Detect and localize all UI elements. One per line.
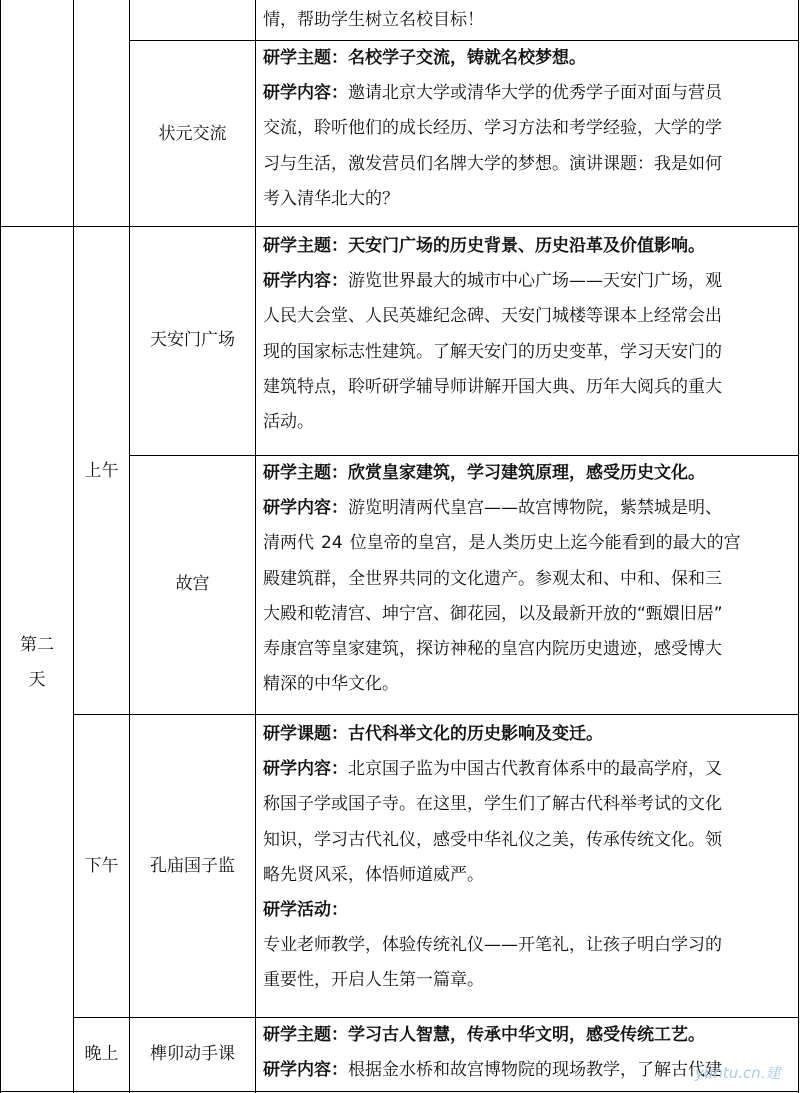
content-line: 习与生活，激发营员们名牌大学的梦想。演讲课题：我是如何 [263,153,722,174]
tiananmen-detail [263,229,793,440]
column-divider-day [73,0,74,1093]
day-label-line1: 第二 [20,635,54,655]
content-label: 研学内容： [263,759,348,780]
theme-text: 学习古人智慧，传承中华文明，感受传统工艺。 [348,1025,705,1045]
activity-line: 重要性，开启人生第一篇章。 [263,970,484,991]
column-divider-period [129,0,130,1093]
activity-label: 研学活动： [263,899,348,920]
content-label: 研学内容： [263,498,348,519]
content-line: 建筑特点，聆听研学辅导师讲解开国大典、历年大阅兵的重大 [263,376,722,397]
column-divider-activity [255,0,256,1093]
row-divider-4 [73,714,799,715]
theme-text: 欣赏皇家建筑，学习建筑原理，感受历史文化。 [348,463,705,483]
period-evening: 晚上 [84,1044,119,1064]
content-line: 清两代 [263,533,314,554]
content-line: 人民大会堂、人民英雄纪念碑、天安门城楼等课本上经常会出 [263,306,722,327]
content-line: 邀请北京大学或清华大学的优秀学子面对面与营员 [348,83,722,104]
theme-label: 研学课题： [263,724,348,744]
intro-tail-line: 情，帮助学生树立名校目标！ [263,10,484,30]
content-label: 研学内容： [263,83,348,104]
theme-label: 研学主题： [263,1025,348,1045]
theme-label: 研学主题： [263,236,348,256]
table-border-bottom [0,1091,799,1092]
content-line: 游览明清两代皇宫——故宫博物院，紫禁城是明、 [348,498,722,519]
content-line: 考入清华北大的？ [263,188,399,209]
content-line: 寿康宫等皇家建筑，探访神秘的皇宫内院历史遗迹，感受博大 [263,638,722,659]
content-line: 大殿和乾清宫、坤宁宫、御花园，以及最新开放的“甄嬛旧居” [263,603,723,624]
content-line: 称国子学或国子寺。在这里，学生们了解古代科举考试的文化 [263,794,722,815]
content-line: 活动。 [263,411,314,432]
activity-sunmao: 榫卯动手课 [150,1044,235,1064]
table-border-right [798,0,799,1093]
period-afternoon: 下午 [84,856,119,876]
content-line: 根据金水桥和故宫博物院的现场教学，了解古代建 [348,1060,722,1081]
table-border-left [0,0,1,1093]
activity-gugong: 故宫 [175,574,210,594]
theme-text: 名校学子交流，铸就名校梦想。 [348,48,586,68]
activity-tiananmen: 天安门广场 [150,330,235,350]
content-label: 研学内容： [263,1060,348,1081]
content-line: 知识，学习古代礼仪，感受中华礼仪之美，传承传统文化。领 [263,829,722,850]
day-label-line2: 天 [28,670,46,690]
content-line: 位皇帝的皇宫，是人类历史上迄今能看到的最大的宫 [349,533,741,554]
guozijian-detail [263,717,793,999]
day-label [1,628,73,698]
theme-text: 天安门广场的历史背景、历史沿革及价值影响。 [348,236,705,256]
content-number: 24 [321,533,343,554]
content-line: 交流，聆听他们的成长经历、学习方法和考学经验，大学的学 [263,118,722,139]
content-line: 现的国家标志性建筑。了解天安门的历史变革，学习天安门的 [263,341,722,362]
activity-guozijian: 孔庙国子监 [150,856,235,876]
activity-zhuangyuan: 状元交流 [158,124,227,144]
gugong-detail [263,456,793,702]
content-line: 精深的中华文化。 [263,674,399,695]
watermark: yuntu.cn.建 [695,1064,781,1082]
content-line: 北京国子监为中国古代教育体系中的最高学府，又 [348,759,722,780]
row-divider-day [0,226,799,227]
content-line: 略先贤风采，体悟师道威严。 [263,864,484,885]
theme-label: 研学主题： [263,463,348,483]
theme-text: 古代科举文化的历史影响及变迁。 [348,724,603,744]
content-line: 游览世界最大的城市中心广场——天安门广场，观 [348,271,722,292]
content-line: 殿建筑群，全世界共同的文化遗产。参观太和、中和、保和三 [263,568,722,589]
zhuangyuan-detail [263,41,793,217]
period-morning: 上午 [84,461,119,481]
activity-line: 专业老师教学，体验传统礼仪——开笔礼，让孩子明白学习的 [263,935,722,956]
content-label: 研学内容： [263,271,348,292]
intro-tail-detail [263,3,793,38]
theme-label: 研学主题： [263,48,348,68]
